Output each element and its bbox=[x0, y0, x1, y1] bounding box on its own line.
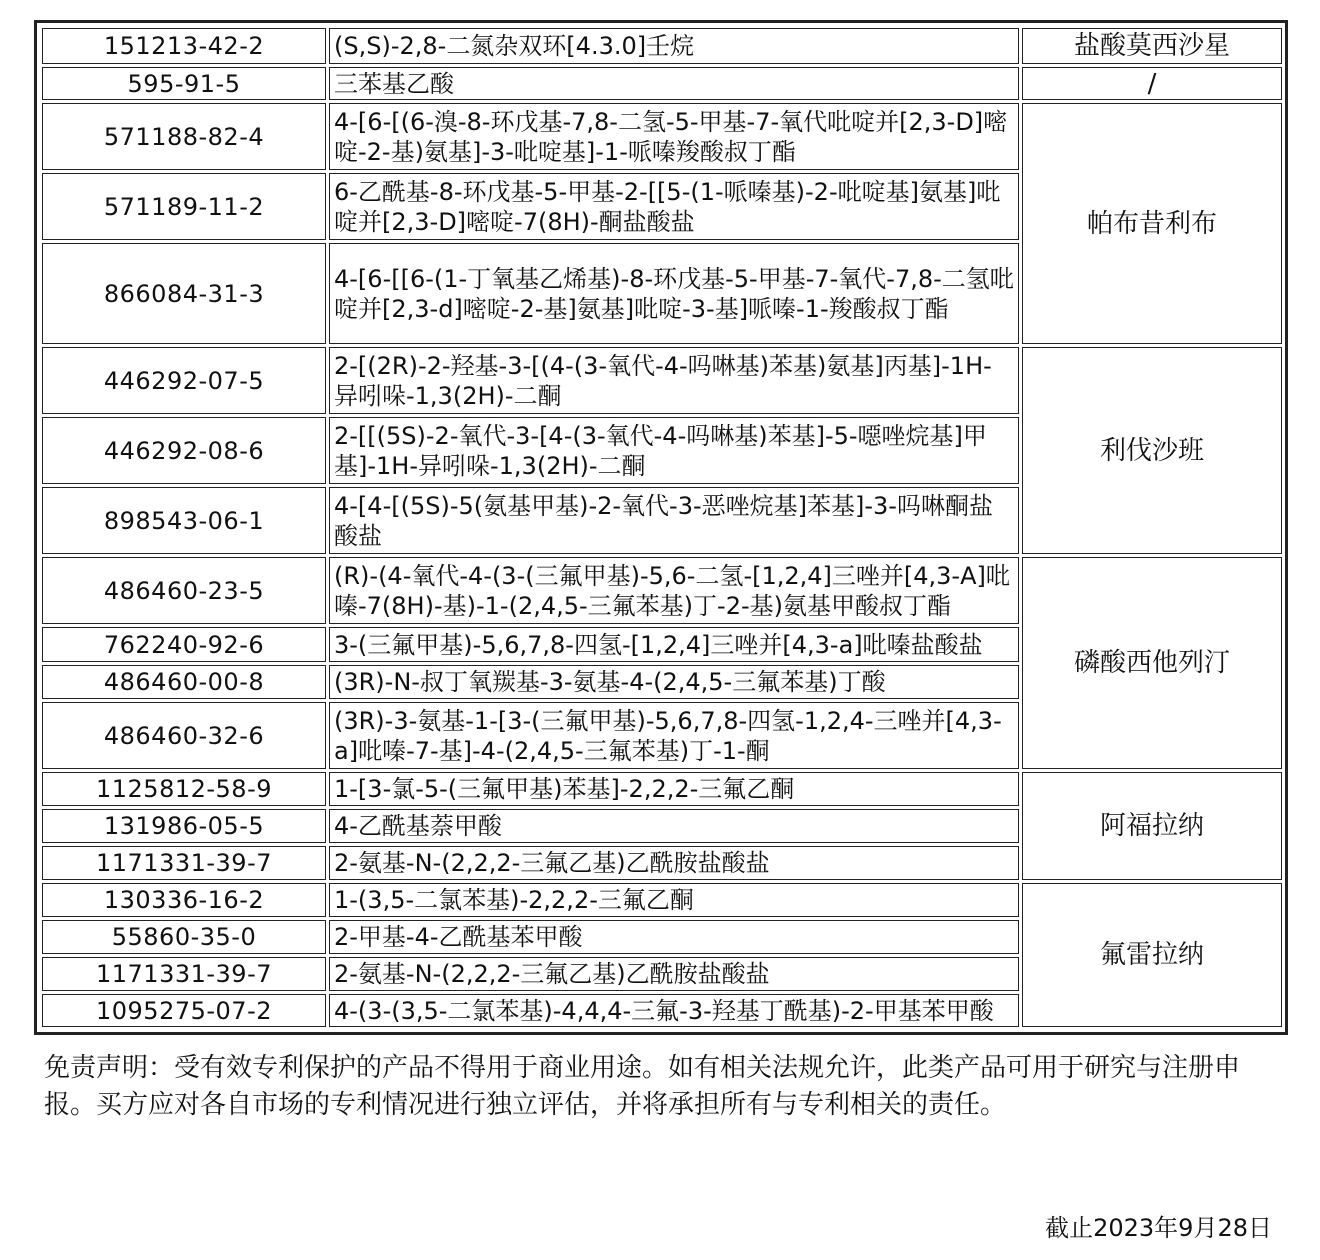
table-row bbox=[42, 772, 1282, 806]
compound-name bbox=[329, 103, 1019, 170]
compound-name bbox=[329, 665, 1019, 699]
cutoff-date: 截止2023年9月28日 bbox=[1045, 1214, 1272, 1242]
compound-name bbox=[329, 417, 1019, 484]
cas-number: 762240-92-6 bbox=[42, 627, 326, 662]
compound-name-text: (3R)-N-叔丁氧羰基-3-氨基-4-(2,4,5-三氟苯基)丁酸 bbox=[334, 668, 886, 696]
compound-name-text: 4-[6-[[6-(1-丁氧基乙烯基)-8-环戊基-5-甲基-7-氧代-7,8-二氢吡啶并[2,3-d]嘧啶-2-基]氨基]吡啶-3-基]哌嗪-1-羧酸叔丁酯 bbox=[334, 264, 1014, 323]
cas-number: 151213-42-2 bbox=[42, 28, 326, 64]
cas-number: 446292-08-6 bbox=[42, 417, 326, 484]
product-name: 氟雷拉纳 bbox=[1022, 883, 1282, 1027]
compound-name bbox=[329, 347, 1019, 414]
table-row bbox=[42, 67, 1282, 100]
cas-number: 486460-00-8 bbox=[42, 665, 326, 699]
cas-number: 446292-07-5 bbox=[42, 347, 326, 414]
cas-number: 1125812-58-9 bbox=[42, 772, 326, 806]
compound-name-text: 2-甲基-4-乙酰基苯甲酸 bbox=[334, 923, 583, 951]
compound-name bbox=[329, 846, 1019, 880]
cas-number: 898543-06-1 bbox=[42, 487, 326, 554]
compound-name-text: 4-乙酰基萘甲酸 bbox=[334, 812, 502, 840]
compound-name-text: 4-[6-[(6-溴-8-环戊基-7,8-二氢-5-甲基-7-氧代吡啶并[2,3-D]嘧啶-2-基)氨基]-3-吡啶基]-1-哌嗪羧酸叔丁酯 bbox=[334, 107, 1008, 166]
compound-name-text: 1-[3-氯-5-(三氟甲基)苯基]-2,2,2-三氟乙酮 bbox=[334, 775, 795, 803]
product-name: 利伐沙班 bbox=[1022, 347, 1282, 554]
compound-name bbox=[329, 243, 1019, 344]
compound-name-text: 2-氨基-N-(2,2,2-三氟乙基)乙酰胺盐酸盐 bbox=[334, 849, 770, 877]
cas-number: 131986-05-5 bbox=[42, 809, 326, 843]
compound-table bbox=[34, 20, 1288, 1035]
compound-name-text: 2-氨基-N-(2,2,2-三氟乙基)乙酰胺盐酸盐 bbox=[334, 960, 770, 988]
cas-number: 571189-11-2 bbox=[42, 173, 326, 240]
compound-table-grid bbox=[39, 25, 1285, 1030]
compound-name bbox=[329, 557, 1019, 624]
compound-name bbox=[329, 67, 1019, 100]
compound-name-text: (3R)-3-氨基-1-[3-(三氟甲基)-5,6,7,8-四氢-1,2,4-三唑并[4,3-a]吡嗪-7-基]-4-(2,4,5-三氟苯基)丁-1-酮 bbox=[334, 706, 1002, 765]
disclaimer-text: 免责声明：受有效专利保护的产品不得用于商业用途。如有相关法规允许，此类产品可用于研究与注册申报。买方应对各自市场的专利情况进行独立评估，并将承担所有与专利相关的责任。 bbox=[44, 1053, 1241, 1120]
compound-name bbox=[329, 994, 1019, 1027]
cas-number: 130336-16-2 bbox=[42, 883, 326, 917]
cas-number: 1171331-39-7 bbox=[42, 846, 326, 880]
compound-name-text: 1-(3,5-二氯苯基)-2,2,2-三氟乙酮 bbox=[334, 886, 694, 914]
product-name: 磷酸西他列汀 bbox=[1022, 557, 1282, 769]
cas-number: 486460-32-6 bbox=[42, 702, 326, 769]
product-name: 盐酸莫西沙星 bbox=[1022, 28, 1282, 64]
compound-name bbox=[329, 28, 1019, 64]
product-name: / bbox=[1022, 67, 1282, 100]
compound-name-text: 6-乙酰基-8-环戊基-5-甲基-2-[[5-(1-哌嗪基)-2-吡啶基]氨基]吡啶并[2,3-D]嘧啶-7(8H)-酮盐酸盐 bbox=[334, 177, 1001, 236]
product-name: 帕布昔利布 bbox=[1022, 103, 1282, 344]
compound-name bbox=[329, 883, 1019, 917]
compound-name-text: 4-(3-(3,5-二氯苯基)-4,4,4-三氟-3-羟基丁酰基)-2-甲基苯甲酸 bbox=[334, 996, 994, 1025]
cas-number: 55860-35-0 bbox=[42, 920, 326, 954]
compound-name-text: (S,S)-2,8-二氮杂双环[4.3.0]壬烷 bbox=[334, 32, 695, 60]
compound-name-text: 4-[4-[(5S)-5(氨基甲基)-2-氧代-3-恶唑烷基]苯基]-3-吗啉酮盐酸盐 bbox=[334, 491, 993, 550]
table-row bbox=[42, 557, 1282, 624]
cas-number: 571188-82-4 bbox=[42, 103, 326, 170]
cas-number: 595-91-5 bbox=[42, 67, 326, 100]
compound-name bbox=[329, 920, 1019, 954]
cas-number: 1171331-39-7 bbox=[42, 957, 326, 991]
compound-name bbox=[329, 809, 1019, 843]
table-row bbox=[42, 28, 1282, 64]
product-name: 阿福拉纳 bbox=[1022, 772, 1282, 880]
table-row bbox=[42, 347, 1282, 414]
compound-name-text: (R)-(4-氧代-4-(3-(三氟甲基)-5,6-二氢-[1,2,4]三唑并[4,3-A]吡嗪-7(8H)-基)-1-(2,4,5-三氟苯基)丁-2-基)氨基甲酸叔丁酯 bbox=[334, 561, 1010, 620]
table-row bbox=[42, 103, 1282, 170]
cas-number: 486460-23-5 bbox=[42, 557, 326, 624]
compound-name-text: 2-[[(5S)-2-氧代-3-[4-(3-氧代-4-吗啉基)苯基]-5-噁唑烷基]甲基]-1H-异吲哚-1,3(2H)-二酮 bbox=[334, 421, 987, 480]
table-row bbox=[42, 883, 1282, 917]
compound-name bbox=[329, 957, 1019, 991]
compound-name bbox=[329, 173, 1019, 240]
compound-name bbox=[329, 627, 1019, 662]
compound-name bbox=[329, 772, 1019, 806]
compound-name bbox=[329, 702, 1019, 769]
cas-number: 866084-31-3 bbox=[42, 243, 326, 344]
cas-number: 1095275-07-2 bbox=[42, 994, 326, 1027]
compound-name bbox=[329, 487, 1019, 554]
compound-name-text: 2-[(2R)-2-羟基-3-[(4-(3-氧代-4-吗啉基)苯基)氨基]丙基]-1H-异吲哚-1,3(2H)-二酮 bbox=[334, 351, 992, 410]
compound-name-text: 三苯基乙酸 bbox=[334, 69, 454, 98]
compound-name-text: 3-(三氟甲基)-5,6,7,8-四氢-[1,2,4]三唑并[4,3-a]吡嗪盐酸盐 bbox=[334, 630, 983, 659]
